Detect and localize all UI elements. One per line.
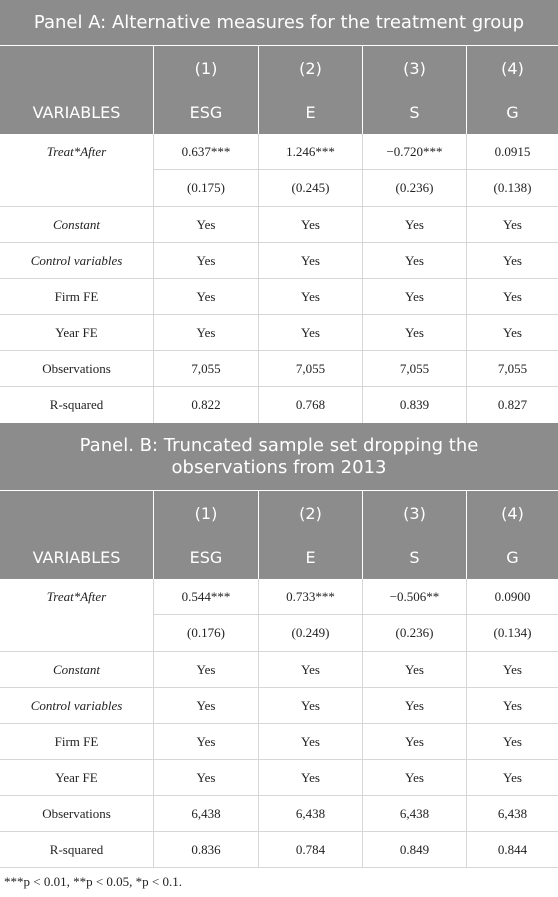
table-cell: Yes [259,652,363,687]
col-name: S [363,90,467,134]
table-row [0,207,558,243]
table-cell: 0.849 [363,832,467,867]
row-label: R-squared [0,387,154,423]
table-row [0,760,558,796]
table-cell [467,579,558,651]
panel-b-header-numbers [0,491,558,535]
table-row [0,652,558,688]
table-cell: Yes [259,243,363,278]
header-blank [0,46,154,90]
col-name: G [506,547,519,567]
coef-value: −0.720*** [363,134,466,170]
row-label: Control variables [0,688,154,723]
coef-value: 0.733*** [259,579,362,615]
table-cell: Yes [503,252,522,268]
table-cell: 0.827 [497,397,528,412]
table-cell: Yes [363,279,467,314]
table-cell [259,134,363,206]
table-cell: Yes [363,652,467,687]
row-label: Firm FE [0,724,154,759]
table-cell [154,134,259,206]
table-row [0,387,558,423]
table-cell: Yes [154,243,259,278]
panel-a-title: Panel A: Alternative measures for the treatment group [0,0,558,46]
table-cell: Yes [259,207,363,242]
table-cell: Yes [154,207,259,242]
panel-b-header-variables [0,535,558,579]
table-cell: 7,055 [259,351,363,386]
col-name: ESG [154,90,259,134]
table-cell: Yes [154,724,259,759]
table-cell: Yes [259,279,363,314]
se-value: (0.245) [291,180,330,195]
table-cell: Yes [363,760,467,795]
table-row [0,832,558,868]
table-cell: 7,055 [363,351,467,386]
table-cell: Yes [154,315,259,350]
panel-b-title: Panel. B: Truncated sample set dropping the observations from 2013 [0,423,558,491]
table-cell [363,579,467,651]
table-cell: Yes [259,724,363,759]
se-value: (0.236) [395,625,434,640]
col-name: E [259,90,363,134]
table-cell: Yes [363,243,467,278]
row-label: Observations [0,351,154,386]
table-cell: 6,438 [154,796,259,831]
coef-value: 1.246*** [259,134,362,170]
table-row [0,315,558,351]
row-label: Firm FE [0,279,154,314]
panel-a-header-numbers [0,46,558,90]
table-row [0,351,558,387]
col-number: (1) [154,46,259,90]
col-number: (3) [363,46,467,90]
table-row [0,724,558,760]
table-cell: 0.836 [154,832,259,867]
row-label: Observations [0,796,154,831]
se-value: (0.236) [395,180,434,195]
table-cell: Yes [503,733,522,749]
table-row [0,134,558,207]
table-cell: 6,438 [363,796,467,831]
table-cell [363,134,467,206]
variables-label: VARIABLES [0,90,154,134]
table-cell: Yes [154,688,259,723]
row-label: Constant [0,652,154,687]
table-cell: Yes [503,288,522,304]
col-number: (3) [363,491,467,535]
table-cell [154,579,259,651]
coef-value: 0.0900 [467,579,558,615]
table-row [0,279,558,315]
coef-value: 0.544*** [154,579,258,615]
se-value: (0.134) [493,625,532,640]
row-label: Treat*After [0,579,154,651]
table-cell: Yes [363,688,467,723]
table-cell: Yes [363,724,467,759]
table-cell: 0.822 [154,387,259,423]
col-name: S [363,535,467,579]
table-cell: Yes [363,207,467,242]
table-row [0,579,558,652]
col-number: (1) [154,491,259,535]
col-number: (4) [501,503,524,523]
table-cell: Yes [154,652,259,687]
table-cell: 0.768 [259,387,363,423]
table-row [0,243,558,279]
table-cell [259,579,363,651]
table-cell: Yes [503,697,522,713]
se-value: (0.138) [493,180,532,195]
table-cell: 7,055 [154,351,259,386]
table-cell: 0.784 [259,832,363,867]
row-label: Year FE [0,315,154,350]
table-cell: Yes [503,661,522,677]
coef-value: −0.506** [363,579,466,615]
coef-value: 0.0915 [467,134,558,170]
significance-footnote: ***p < 0.01, **p < 0.05, *p < 0.1. [4,874,182,889]
table-cell: Yes [259,760,363,795]
row-label: Constant [0,207,154,242]
se-value: (0.249) [291,625,330,640]
table-cell: 0.839 [363,387,467,423]
coef-value: 0.637*** [154,134,258,170]
col-name: E [259,535,363,579]
variables-label: VARIABLES [0,535,154,579]
table-cell: Yes [503,769,522,785]
row-label: R-squared [0,832,154,867]
table-row [0,688,558,724]
table-cell [467,134,558,206]
col-number: (2) [259,46,363,90]
header-blank [0,491,154,535]
table-cell: Yes [154,760,259,795]
row-label: Control variables [0,243,154,278]
table-row [0,796,558,832]
table-cell: Yes [503,216,522,232]
table-cell: 0.844 [497,841,528,857]
table-cell: 6,438 [259,796,363,831]
row-label: Year FE [0,760,154,795]
se-value: (0.175) [187,180,225,195]
table-cell: 7,055 [497,360,528,376]
col-name: G [506,102,519,122]
table-cell: Yes [259,688,363,723]
row-label: Treat*After [0,134,154,206]
panel-a-header-variables [0,90,558,134]
table-cell: Yes [503,324,522,340]
table-cell: 6,438 [497,805,528,821]
table-cell: Yes [154,279,259,314]
se-value: (0.176) [187,625,225,640]
table-cell: Yes [259,315,363,350]
table-cell: Yes [363,315,467,350]
col-name: ESG [154,535,259,579]
col-number: (4) [501,58,524,78]
col-number: (2) [259,491,363,535]
